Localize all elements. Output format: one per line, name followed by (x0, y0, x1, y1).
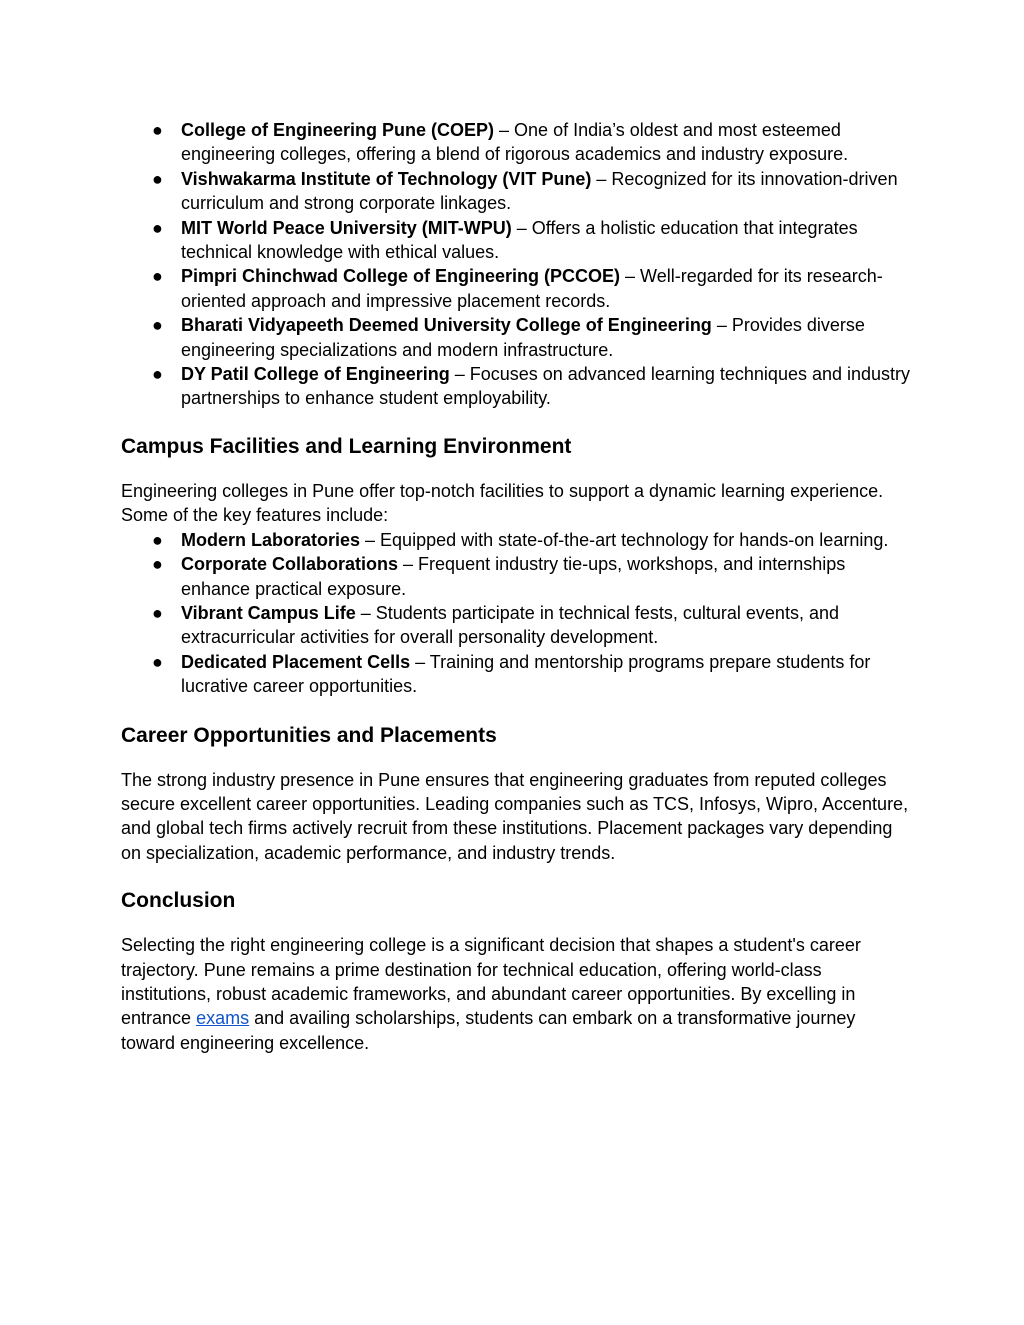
college-description: – Focuses on advanced learning techniques and industry partnerships to enhance student employability. (181, 364, 911, 409)
college-description: – Well-regarded for its research-oriented approach and impressive placement records. (181, 266, 883, 311)
feature-name: Vibrant Campus Life (181, 602, 356, 623)
feature-name: Dedicated Placement Cells (181, 651, 411, 672)
bullet-icon: ● (152, 168, 163, 189)
list-item (121, 264, 911, 313)
list-item (121, 167, 911, 216)
bullet-icon: ● (152, 266, 163, 287)
bullet-icon: ● (152, 217, 163, 238)
campus-intro-paragraph: Engineering colleges in Pune offer top-notch facilities to support a dynamic learning experience. Some of the key features include: (121, 480, 884, 526)
bullet-icon: ● (152, 529, 163, 550)
feature-description: – Equipped with state-of-the-art technology for hands-on learning. (360, 529, 889, 550)
list-item (121, 216, 911, 265)
college-description: – Recognized for its innovation-driven curriculum and strong corporate linkages. (181, 168, 898, 214)
conclusion-text-start: Selecting the right engineering college is a significant decision that shapes a student's career trajectory. Pune remains a prime destination for technical education, offering world-class institutions, robust academic frameworks, and abundant career opportunities. By excelling in entrance (121, 935, 861, 1029)
bullet-icon: ● (152, 602, 163, 623)
conclusion-paragraph (121, 933, 911, 1055)
section-heading-campus: Campus Facilities and Learning Environment (121, 434, 572, 458)
bullet-icon: ● (152, 364, 163, 385)
list-item (121, 362, 911, 411)
college-name: Pimpri Chinchwad College of Engineering (PCCOE) (181, 266, 621, 287)
section-heading-conclusion: Conclusion (121, 889, 236, 913)
career-paragraph: The strong industry presence in Pune ensures that engineering graduates from reputed colleges secure excellent career opportunities. Leading companies such as TCS, Infosys, Wipro, Accenture, and global tech firms actively recruit from these institutions. Placement packages vary depending on specialization, academic performance, and industry trends. (121, 769, 909, 863)
college-description: – Offers a holistic education that integrates technical knowledge with ethical values. (181, 217, 858, 263)
college-description: – Provides diverse engineering specializations and modern infrastructure. (181, 315, 865, 360)
college-name: College of Engineering Pune (COEP) (181, 120, 495, 140)
college-name: MIT World Peace University (MIT-WPU) (181, 217, 512, 238)
bullet-icon: ● (152, 554, 163, 575)
list-item (121, 528, 911, 552)
document-page (121, 118, 911, 1055)
feature-name: Modern Laboratories (181, 529, 361, 550)
college-name: Vishwakarma Institute of Technology (VIT Pune) (181, 168, 592, 189)
college-list (121, 118, 911, 411)
list-item (121, 601, 911, 650)
college-description: – One of India’s oldest and most esteemed engineering colleges, offering a blend of rigorous academics and industry exposure. (181, 120, 849, 165)
conclusion-text-end: and availing scholarships, students can embark on a transformative journey toward engineering excellence. (121, 1008, 856, 1053)
feature-name: Corporate Collaborations (181, 554, 399, 575)
list-item (121, 650, 911, 699)
list-item (121, 313, 911, 362)
exams-link[interactable]: exams (196, 1008, 250, 1029)
section-heading-career: Career Opportunities and Placements (121, 723, 497, 747)
list-item (121, 118, 911, 167)
feature-description: – Training and mentorship programs prepare students for lucrative career opportunities. (181, 651, 871, 697)
list-item (121, 552, 911, 601)
college-name: DY Patil College of Engineering (181, 364, 450, 385)
feature-description: – Students participate in technical fests, cultural events, and extracurricular activities for overall personality development. (181, 602, 839, 648)
bullet-icon: ● (152, 120, 163, 140)
college-name: Bharati Vidyapeeth Deemed University College of Engineering (181, 315, 712, 336)
feature-list (121, 528, 911, 699)
feature-description: – Frequent industry tie-ups, workshops, and internships enhance practical exposure. (181, 554, 846, 599)
bullet-icon: ● (152, 315, 163, 336)
bullet-icon: ● (152, 651, 163, 672)
